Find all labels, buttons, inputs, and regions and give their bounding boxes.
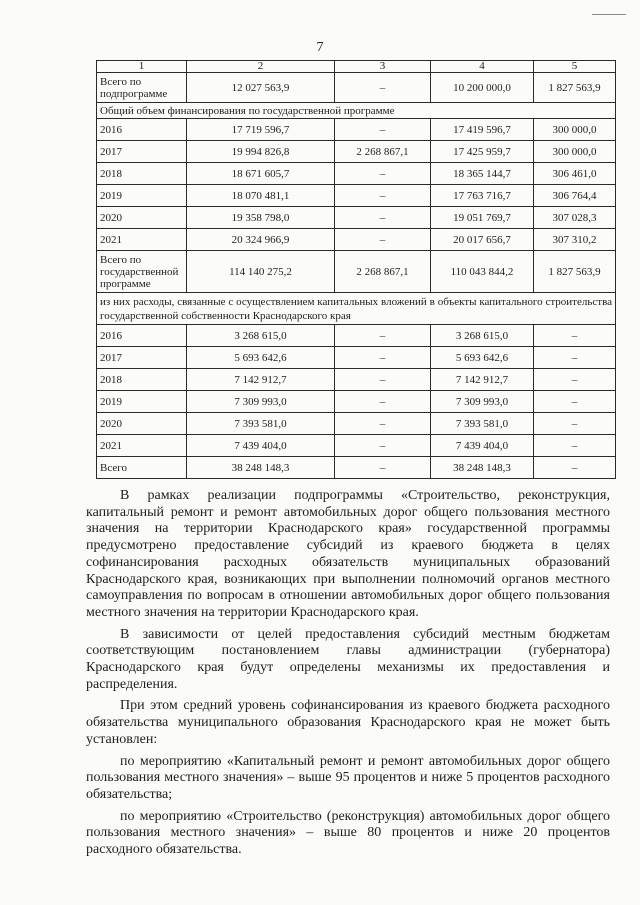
- paragraph: по мероприятию «Строительство (реконструкция) автомобильных дорог общего пользования местного значения» – выше 80 процентов и ниже 20 процентов расходного обязательства.: [86, 808, 610, 858]
- subprogram-total-row: [97, 73, 616, 103]
- cell-local: 1 827 563,9: [534, 73, 616, 103]
- cell-total: 17 719 596,7: [187, 119, 335, 141]
- cell-regional: 38 248 148,3: [431, 457, 534, 479]
- section-title: из них расходы, связанные с осуществлением капитальных вложений в объекты капитального строительства государственной собственности Краснодарского края: [97, 293, 616, 325]
- cell-local: –: [534, 347, 616, 369]
- section-title-row: [97, 103, 616, 119]
- cell-total: 5 693 642,6: [187, 347, 335, 369]
- cell-regional: 17 763 716,7: [431, 185, 534, 207]
- cell-local: 306 764,4: [534, 185, 616, 207]
- cell-local: –: [534, 325, 616, 347]
- paragraph: по мероприятию «Капитальный ремонт и ремонт автомобильных дорог общего пользования местного значения» – выше 95 процентов и ниже 5 процентов расходного обязательства;: [86, 753, 610, 802]
- cell-regional: 7 393 581,0: [431, 413, 534, 435]
- section-title: Общий объем финансирования по государственной программе: [97, 103, 616, 119]
- cell-regional: 7 309 993,0: [431, 391, 534, 413]
- table-row: [97, 347, 616, 369]
- financing-table: [96, 60, 616, 479]
- cell-federal: 2 268 867,1: [335, 141, 431, 163]
- cell-regional: 17 419 596,7: [431, 119, 534, 141]
- program-total-row: [97, 251, 616, 293]
- cell-total: 12 027 563,9: [187, 73, 335, 103]
- paragraph: При этом средний уровень софинансирования из краевого бюджета расходного обязательства муниципального образования Краснодарского края не может быть установлен:: [86, 698, 610, 747]
- cell-federal: –: [335, 73, 431, 103]
- table-row: [97, 369, 616, 391]
- cell-federal: –: [335, 163, 431, 185]
- table-row: [97, 141, 616, 163]
- cell-local: –: [534, 369, 616, 391]
- cell-total: 7 142 912,7: [187, 369, 335, 391]
- table-row: [97, 391, 616, 413]
- section-total-row: [97, 457, 616, 479]
- cell-local: –: [534, 457, 616, 479]
- cell-federal: –: [335, 207, 431, 229]
- cell-regional: 3 268 615,0: [431, 325, 534, 347]
- cell-total: 7 439 404,0: [187, 435, 335, 457]
- cell-total: 3 268 615,0: [187, 325, 335, 347]
- cell-local: –: [534, 413, 616, 435]
- cell-total: 7 393 581,0: [187, 413, 335, 435]
- cell-regional: 18 365 144,7: [431, 163, 534, 185]
- cell-federal: 2 268 867,1: [335, 251, 431, 293]
- cell-regional: 7 439 404,0: [431, 435, 534, 457]
- cell-regional: 5 693 642,6: [431, 347, 534, 369]
- cell-total: 7 309 993,0: [187, 391, 335, 413]
- row-year: 2019: [97, 391, 187, 413]
- table-row: [97, 163, 616, 185]
- row-label: Всего по подпрограмме: [97, 73, 187, 103]
- cell-local: 300 000,0: [534, 141, 616, 163]
- table-row: [97, 413, 616, 435]
- scan-edge-mark: [592, 14, 626, 15]
- cell-local: –: [534, 435, 616, 457]
- cell-local: 300 000,0: [534, 119, 616, 141]
- cell-regional: 19 051 769,7: [431, 207, 534, 229]
- cell-local: –: [534, 391, 616, 413]
- section-title-row: [97, 293, 616, 325]
- row-year: 2020: [97, 413, 187, 435]
- row-year: 2017: [97, 141, 187, 163]
- cell-regional: 20 017 656,7: [431, 229, 534, 251]
- row-year: 2018: [97, 369, 187, 391]
- cell-federal: –: [335, 325, 431, 347]
- column-number: 3: [335, 61, 431, 73]
- cell-federal: –: [335, 435, 431, 457]
- cell-local: 306 461,0: [534, 163, 616, 185]
- cell-federal: –: [335, 119, 431, 141]
- cell-federal: –: [335, 369, 431, 391]
- cell-local: 307 310,2: [534, 229, 616, 251]
- table-row: [97, 207, 616, 229]
- row-year: 2021: [97, 229, 187, 251]
- cell-total: 18 070 481,1: [187, 185, 335, 207]
- cell-federal: –: [335, 391, 431, 413]
- cell-total: 19 358 798,0: [187, 207, 335, 229]
- cell-local: 307 028,3: [534, 207, 616, 229]
- cell-total: 20 324 966,9: [187, 229, 335, 251]
- column-number: 5: [534, 61, 616, 73]
- table-row: [97, 119, 616, 141]
- cell-federal: –: [335, 185, 431, 207]
- cell-total: 18 671 605,7: [187, 163, 335, 185]
- cell-total: 19 994 826,8: [187, 141, 335, 163]
- cell-regional: 17 425 959,7: [431, 141, 534, 163]
- cell-regional: 10 200 000,0: [431, 73, 534, 103]
- row-label: Всего: [97, 457, 187, 479]
- row-label: Всего по государственной программе: [97, 251, 187, 293]
- column-number: 4: [431, 61, 534, 73]
- row-year: 2017: [97, 347, 187, 369]
- row-year: 2016: [97, 325, 187, 347]
- cell-local: 1 827 563,9: [534, 251, 616, 293]
- cell-total: 114 140 275,2: [187, 251, 335, 293]
- cell-regional: 7 142 912,7: [431, 369, 534, 391]
- paragraph: В рамках реализации подпрограммы «Строительство, реконструкция, капитальный ремонт и ремонт автомобильных дорог общего пользования местного значения на территории Краснодарского края» государственной программы предусмотрено предоставление субсидий из краевого бюджета в целях софинансирования расходных обязательств муниципальных образований Краснодарского края, возникающих при выполнении полномочий органов местного самоуправления по вопросам в отношении автомобильных дорог общего пользования местного значения на территории Краснодарского края.: [86, 488, 610, 620]
- body-text: [86, 488, 610, 864]
- row-year: 2016: [97, 119, 187, 141]
- cell-federal: –: [335, 347, 431, 369]
- cell-regional: 110 043 844,2: [431, 251, 534, 293]
- table-row: [97, 325, 616, 347]
- column-number: 1: [97, 61, 187, 73]
- row-year: 2018: [97, 163, 187, 185]
- table-row: [97, 229, 616, 251]
- cell-total: 38 248 148,3: [187, 457, 335, 479]
- paragraph: В зависимости от целей предоставления субсидий местным бюджетам соответствующим постановлением главы администрации (губернатора) Краснодарского края будут определены механизмы их предоставления и распределения.: [86, 626, 610, 692]
- row-year: 2021: [97, 435, 187, 457]
- table-row: [97, 185, 616, 207]
- row-year: 2020: [97, 207, 187, 229]
- column-number: 2: [187, 61, 335, 73]
- cell-federal: –: [335, 229, 431, 251]
- page-number: 7: [316, 40, 324, 55]
- column-number-row: [97, 61, 616, 73]
- table-row: [97, 435, 616, 457]
- row-year: 2019: [97, 185, 187, 207]
- cell-federal: –: [335, 413, 431, 435]
- cell-federal: –: [335, 457, 431, 479]
